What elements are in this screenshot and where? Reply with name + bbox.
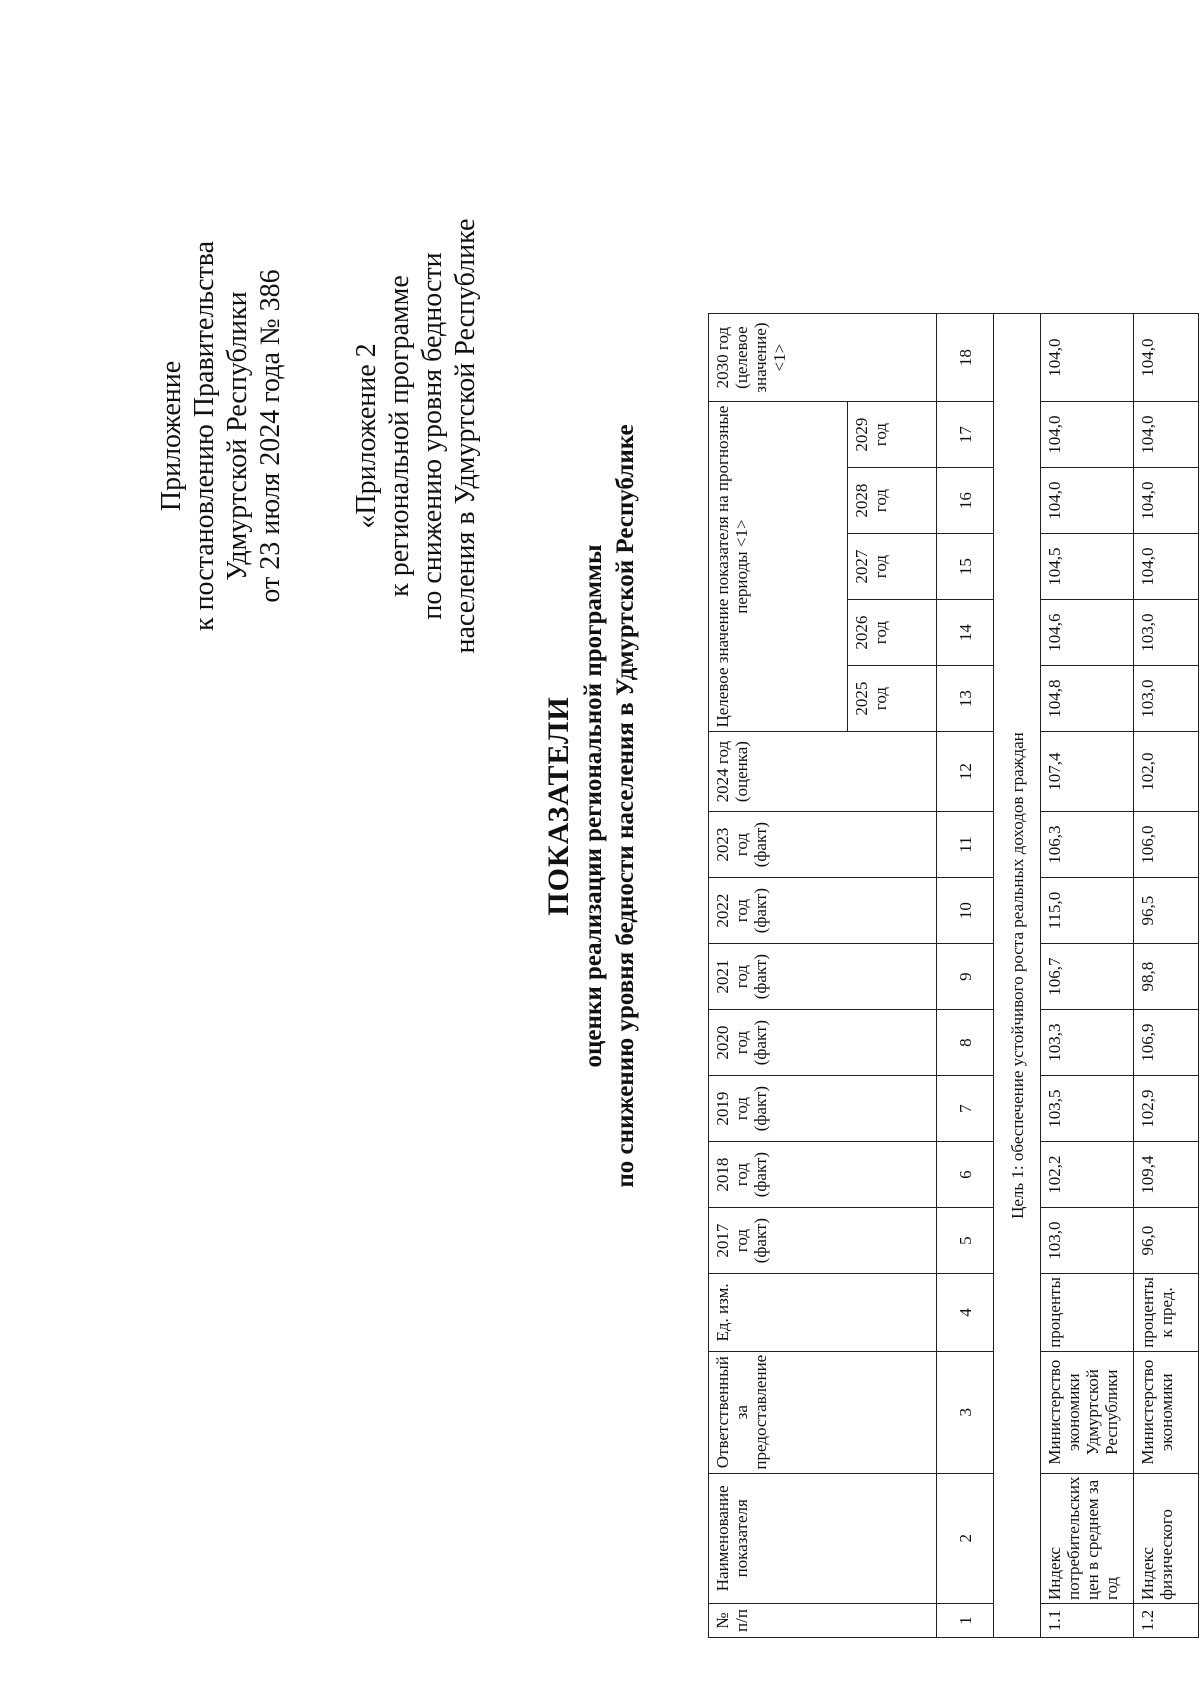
header-2027: 2027 год bbox=[848, 534, 937, 600]
row-value: 104,6 bbox=[1041, 600, 1134, 666]
row-unit: проценты к пред. bbox=[1134, 1274, 1199, 1352]
column-number: 16 bbox=[937, 468, 994, 534]
column-number: 1 bbox=[937, 1604, 994, 1638]
header-line: населения в Удмуртской Республике bbox=[450, 218, 481, 654]
column-number: 3 bbox=[937, 1351, 994, 1473]
row-value: 103,5 bbox=[1041, 1076, 1134, 1142]
column-number: 18 bbox=[937, 314, 994, 402]
header-2020: 2020 год (факт) bbox=[709, 1010, 937, 1076]
row-indicator-name: Индекс физического bbox=[1134, 1473, 1199, 1603]
row-value: 96,0 bbox=[1134, 1208, 1199, 1274]
header-row bbox=[709, 314, 848, 1638]
header-2030: 2030 год (целевое значение) <1> bbox=[709, 314, 937, 402]
header-2021: 2021 год (факт) bbox=[709, 944, 937, 1010]
row-num: 1.1 bbox=[1041, 1604, 1134, 1638]
row-value: 106,0 bbox=[1134, 812, 1199, 878]
header-num: № п/п bbox=[709, 1604, 937, 1638]
column-number: 4 bbox=[937, 1274, 994, 1352]
header-line: от 23 июля 2024 года № 386 bbox=[255, 269, 286, 603]
table-row bbox=[1041, 314, 1134, 1638]
row-value: 103,3 bbox=[1041, 1010, 1134, 1076]
row-responsible: Министерство экономики bbox=[1134, 1351, 1199, 1473]
row-value: 104,0 bbox=[1041, 402, 1134, 468]
header-2028: 2028 год bbox=[848, 468, 937, 534]
column-number: 11 bbox=[937, 812, 994, 878]
indicators-table bbox=[708, 313, 1199, 1638]
column-number: 14 bbox=[937, 600, 994, 666]
header-2022: 2022 год (факт) bbox=[709, 878, 937, 944]
row-value: 104,0 bbox=[1134, 314, 1199, 402]
row-value: 102,2 bbox=[1041, 1142, 1134, 1208]
header-2025: 2025 год bbox=[848, 666, 937, 732]
row-value: 106,7 bbox=[1041, 944, 1134, 1010]
row-value: 102,9 bbox=[1134, 1076, 1199, 1142]
row-value: 102,0 bbox=[1134, 732, 1199, 812]
row-value: 115,0 bbox=[1041, 878, 1134, 944]
column-number: 10 bbox=[937, 878, 994, 944]
row-num: 1.2 bbox=[1134, 1604, 1199, 1638]
column-number: 2 bbox=[937, 1473, 994, 1603]
row-value: 106,9 bbox=[1134, 1010, 1199, 1076]
row-value: 96,5 bbox=[1134, 878, 1199, 944]
column-number: 5 bbox=[937, 1208, 994, 1274]
appendix-header bbox=[155, 186, 287, 686]
column-number: 12 bbox=[937, 732, 994, 812]
row-value: 104,0 bbox=[1134, 402, 1199, 468]
goal-text: Цель 1: обеспечение устойчивого роста реальных доходов граждан bbox=[994, 314, 1041, 1638]
header-name: Наименование показателя bbox=[709, 1473, 937, 1603]
header-unit: Ед. изм. bbox=[709, 1274, 937, 1352]
header-responsible: Ответственный за предоставление bbox=[709, 1351, 937, 1473]
row-value: 98,8 bbox=[1134, 944, 1199, 1010]
header-line: «Приложение 2 bbox=[351, 343, 382, 529]
header-line: по снижению уровня бедности bbox=[417, 252, 448, 620]
row-value: 103,0 bbox=[1041, 1208, 1134, 1274]
header-2023: 2023 год (факт) bbox=[709, 812, 937, 878]
table-row bbox=[1134, 314, 1199, 1638]
appendix2-header bbox=[350, 176, 482, 696]
header-2029: 2029 год bbox=[848, 402, 937, 468]
row-unit: проценты bbox=[1041, 1274, 1134, 1352]
row-indicator-name: Индекс потребительских цен в среднем за год bbox=[1041, 1473, 1134, 1603]
header-2018: 2018 год (факт) bbox=[709, 1142, 937, 1208]
column-number: 13 bbox=[937, 666, 994, 732]
header-line: Удмуртской Республики bbox=[222, 291, 253, 581]
row-value: 104,0 bbox=[1041, 468, 1134, 534]
row-value: 103,0 bbox=[1134, 666, 1199, 732]
row-value: 103,0 bbox=[1134, 600, 1199, 666]
column-number: 8 bbox=[937, 1010, 994, 1076]
column-number: 9 bbox=[937, 944, 994, 1010]
row-value: 104,8 bbox=[1041, 666, 1134, 732]
row-value: 104,5 bbox=[1041, 534, 1134, 600]
column-number: 17 bbox=[937, 402, 994, 468]
row-value: 104,0 bbox=[1134, 534, 1199, 600]
header-line: к региональной программе bbox=[384, 275, 415, 597]
header-2019: 2019 год (факт) bbox=[709, 1076, 937, 1142]
document-title bbox=[540, 206, 642, 1406]
title-subtitle: оценки реализации региональной программы bbox=[580, 544, 607, 1068]
row-value: 107,4 bbox=[1041, 732, 1134, 812]
title-subtitle: по снижению уровня бедности населения в Удмуртской Республике bbox=[612, 424, 639, 1188]
column-number: 6 bbox=[937, 1142, 994, 1208]
header-2026: 2026 год bbox=[848, 600, 937, 666]
header-2017: 2017 год (факт) bbox=[709, 1208, 937, 1274]
row-value: 106,3 bbox=[1041, 812, 1134, 878]
row-value: 104,0 bbox=[1041, 314, 1134, 402]
header-line: Приложение bbox=[156, 360, 187, 512]
row-responsible: Министерство экономики Удмуртской Республики bbox=[1041, 1351, 1134, 1473]
column-number: 7 bbox=[937, 1076, 994, 1142]
column-number-row bbox=[937, 314, 994, 1638]
row-value: 104,0 bbox=[1134, 468, 1199, 534]
header-2024: 2024 год (оценка) bbox=[709, 732, 937, 812]
column-number: 15 bbox=[937, 534, 994, 600]
row-value: 109,4 bbox=[1134, 1142, 1199, 1208]
header-target-group: Целевое значение показателя на прогнозные периоды <1> bbox=[709, 402, 848, 732]
header-line: к постановлению Правительства bbox=[189, 240, 220, 632]
goal-row bbox=[994, 314, 1041, 1638]
title-main: ПОКАЗАТЕЛИ bbox=[542, 696, 575, 916]
